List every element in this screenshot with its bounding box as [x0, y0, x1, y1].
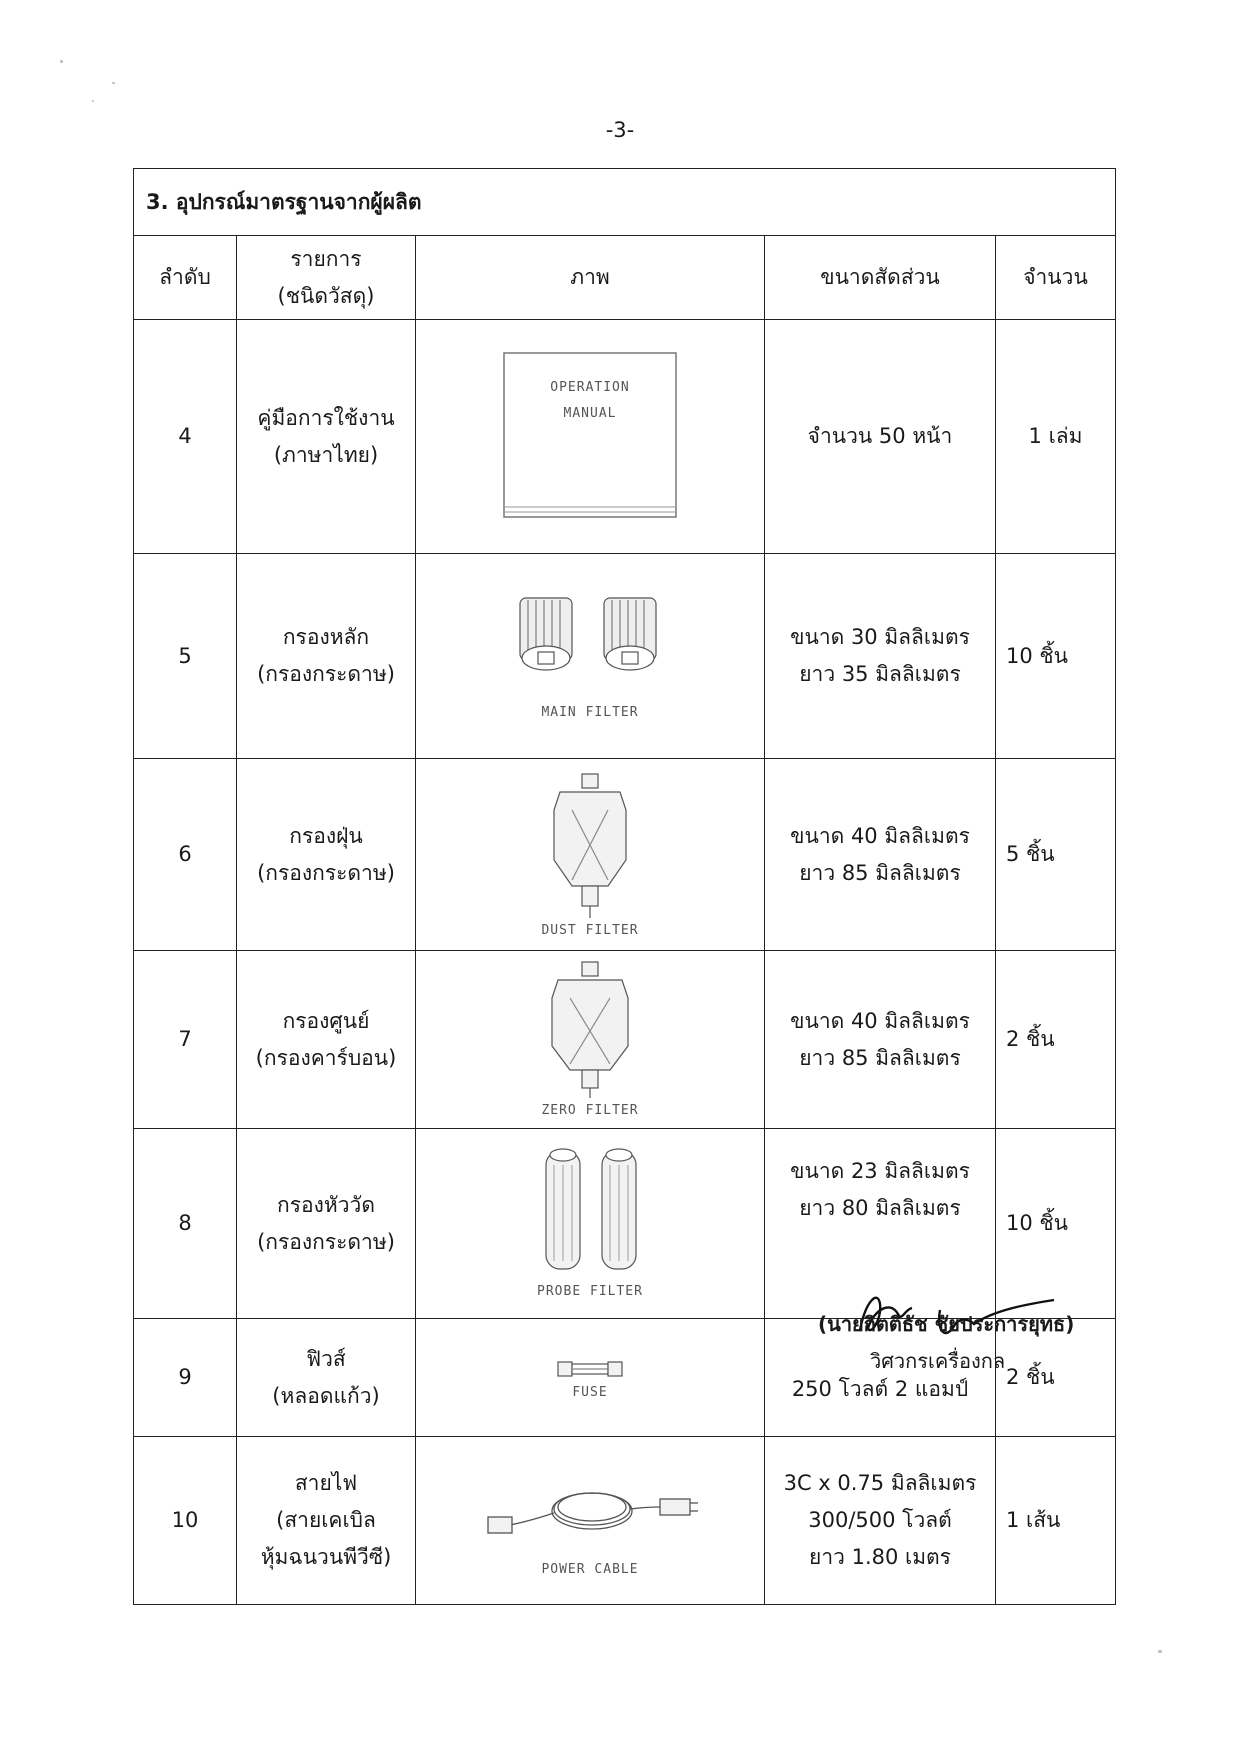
row-item-line: (กรองกระดาษ) [257, 1229, 395, 1254]
dust-filter-image [490, 770, 690, 940]
section-title-row [134, 169, 1116, 236]
row-qty: 2 ชิ้น [996, 1319, 1116, 1437]
row-item-line: คู่มือการใช้งาน [257, 405, 395, 430]
table-row [134, 1437, 1116, 1605]
row-item-line: (กรองกระดาษ) [257, 662, 395, 686]
table-row [134, 951, 1116, 1129]
row-item [237, 951, 416, 1129]
row-size [765, 554, 996, 759]
signatory-title: วิศวกรเครื่องกล [870, 1349, 1006, 1373]
row-item [237, 1129, 416, 1319]
row-item-line: (กรองกระดาษ) [257, 860, 395, 885]
zero-filter-caption: ZERO FILTER [541, 1102, 639, 1118]
row-item-line: สายไฟ [294, 1471, 358, 1496]
header-seq: ลำดับ [134, 236, 237, 320]
row-seq: 4 [134, 320, 237, 554]
power-cable-image [470, 1461, 710, 1581]
scan-speck [112, 82, 115, 84]
row-size-line: ขนาด 40 มิลลิเมตร [790, 823, 970, 848]
header-image: ภาพ [416, 236, 765, 320]
row-item-line: กรองฝุ่น [289, 823, 363, 848]
manual-label-line1: OPERATION [550, 380, 630, 395]
probe-filter-image [490, 1141, 690, 1306]
row-size-line: ยาว 1.80 เมตร [809, 1544, 951, 1569]
row-item [237, 759, 416, 951]
table-row [134, 554, 1116, 759]
dust-filter-caption: DUST FILTER [541, 922, 639, 938]
row-size-line: ขนาด 23 มิลลิเมตร [790, 1159, 970, 1183]
row-image [416, 554, 765, 759]
row-qty: 10 ชิ้น [996, 1129, 1116, 1319]
row-item [237, 320, 416, 554]
row-seq: 7 [134, 951, 237, 1129]
row-seq: 9 [134, 1319, 237, 1437]
row-item-line: หุ้มฉนวนพีวีซี) [260, 1544, 392, 1569]
row-size [765, 951, 996, 1129]
header-item-line2: (ชนิดวัสดุ) [277, 283, 375, 308]
row-size-line: ขนาด 40 มิลลิเมตร [790, 1008, 970, 1033]
scan-speck [1158, 1650, 1162, 1653]
row-size [765, 320, 996, 554]
row-image [416, 1437, 765, 1605]
equipment-table [133, 168, 1116, 1605]
manual-book-image [500, 349, 680, 524]
header-item [237, 236, 416, 320]
power-cable-caption: POWER CABLE [541, 1561, 639, 1577]
row-item-line: (หลอดแก้ว) [272, 1383, 380, 1408]
row-item [237, 1319, 416, 1437]
row-image [416, 320, 765, 554]
row-seq: 5 [134, 554, 237, 759]
header-size: ขนาดสัดส่วน [765, 236, 996, 320]
filter-cartridge [520, 598, 656, 670]
row-item-line: กรองศูนย์ [282, 1008, 370, 1033]
header-qty: จำนวน [996, 236, 1116, 320]
row-size [765, 1437, 996, 1605]
main-filter-caption: MAIN FILTER [541, 705, 639, 720]
row-size-line: จำนวน 50 หน้า [807, 424, 953, 449]
row-size-line: 3C x 0.75 มิลลิเมตร [783, 1471, 977, 1496]
row-qty: 5 ชิ้น [996, 759, 1116, 951]
row-image [416, 951, 765, 1129]
table-row [134, 759, 1116, 951]
row-image [416, 759, 765, 951]
fuse-image [530, 1348, 650, 1408]
section-title: 3. อุปกรณ์มาตรฐานจากผู้ผลิต [134, 169, 1116, 236]
manual-cover [504, 353, 676, 517]
row-size-line: ขนาด 30 มิลลิเมตร [790, 625, 970, 650]
zero-filter-image [490, 960, 690, 1120]
row-size-line: ยาว 80 มิลลิเมตร [799, 1195, 961, 1220]
row-item [237, 554, 416, 759]
scan-speck [92, 100, 94, 102]
header-row [134, 236, 1116, 320]
row-seq: 6 [134, 759, 237, 951]
fuse-caption: FUSE [572, 1384, 608, 1400]
row-size-line: ยาว 85 มิลลิเมตร [799, 1045, 961, 1070]
row-size-line: 250 โวลต์ 2 แอมป์ [791, 1377, 969, 1402]
row-qty: 10 ชิ้น [996, 554, 1116, 759]
row-size [765, 759, 996, 951]
main-filter-image [490, 586, 690, 726]
manual-label-line2: MANUAL [563, 406, 617, 421]
row-item-line: (ภาษาไทย) [273, 442, 379, 467]
row-seq: 8 [134, 1129, 237, 1319]
row-size-line: ยาว 85 มิลลิเมตร [799, 860, 961, 885]
row-item-line: (สายเคเบิล [276, 1508, 376, 1533]
row-qty: 1 เส้น [996, 1437, 1116, 1605]
row-image [416, 1129, 765, 1319]
row-qty: 2 ชิ้น [996, 951, 1116, 1129]
probe-filter-caption: PROBE FILTER [537, 1284, 643, 1299]
row-item-line: (กรองคาร์บอน) [255, 1045, 397, 1070]
signatory-name: (นายกิตติธัช ชัยประการยุทธ) [818, 1312, 1075, 1336]
header-item-line1: รายการ [290, 246, 362, 271]
row-item-line: ฟิวส์ [306, 1346, 346, 1371]
scan-speck [60, 60, 63, 63]
row-item-line: กรองหัววัด [277, 1192, 375, 1217]
page-number: -3- [605, 118, 635, 142]
row-item-line: กรองหลัก [282, 625, 370, 650]
table-row [134, 320, 1116, 554]
row-size-line: ยาว 35 มิลลิเมตร [799, 662, 961, 686]
row-item [237, 1437, 416, 1605]
row-seq: 10 [134, 1437, 237, 1605]
row-qty: 1 เล่ม [996, 320, 1116, 554]
row-size-line: 300/500 โวลต์ [808, 1508, 952, 1533]
row-image [416, 1319, 765, 1437]
